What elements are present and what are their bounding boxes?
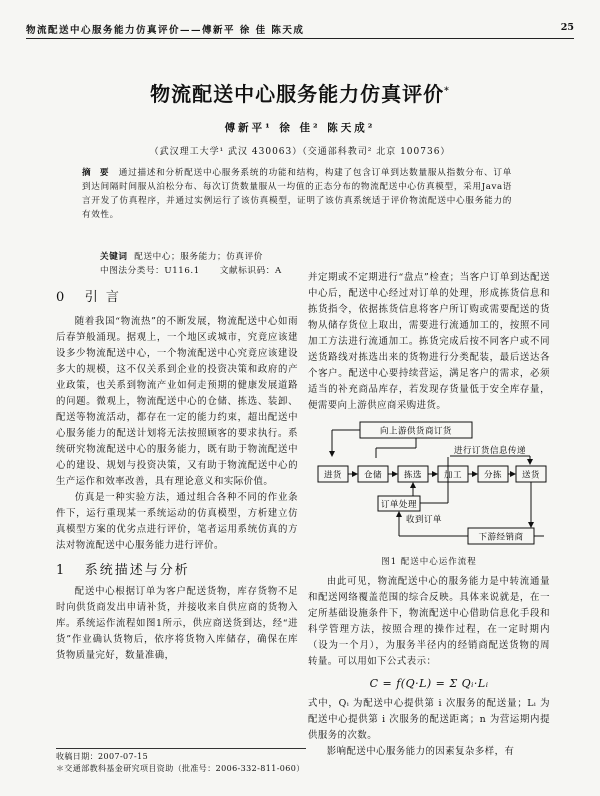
doc-code-label: 文献标识码： [219, 266, 275, 276]
keywords-block [100, 250, 282, 278]
section-0-title: 引 言 [84, 290, 121, 305]
analysis-paragraph: 由此可见，物流配送中心的服务能力是中转流通量和配送网络覆盖范围的综合反映。具体来说就是，在一定所基础设施条件下，物流配送中心借助信息化手段和科学管理方法，按照合理的操作过程，在一定时期内（设为一个月），为服务半径内的经销商配送货物的周转量。可以用如下公式表示： [308, 576, 550, 667]
intro-paragraph-1: 随着我国“物流热”的不断发展，物流配送中心如雨后春笋般涌现。据观上，一个地区或城市，究竟应该建设多少物流配送中心，一个物流配送中心究竟应该建设多大的规模，这不仅关系到企业的投资决策和政府的产业政策，也关系到物流产业如何走预期的健康发展道路的问题。微观上，物流配送中心的仓储、拣选、装卸、配送等物流活动，都存在一定的能力约束，超出配送中心服务能力的配送计划将无法按照顾客的要求执行。系统研究物流配送中心的服务能力，既有助于物流配送中心的建设、规划与投资决策，又有助于物流配送中心的生产运作和效率改善，具有理论意义和实际价值。 [56, 316, 298, 487]
affiliations: （武汉理工大学¹ 武汉 430063）（交通部科教司² 北京 100736） [149, 147, 451, 157]
continued-paragraph: 并定期或不定期进行“盘点”检查；当客户订单到达配送中心后，配送中心经过对订单的处理，形成拣货信息和拣货指令，依据拣货信息将客户所订购或需要配送的货物从储存货位上取出，需要进行流通加工的，按照不同加工方法进行流通加工。拣货完成后按不同客户或不同送货路线对拣选出来的货物进行分类配装，最后送达各个客户。配送中心要持续营运，满足客户的需求，必须适当的补充商品库存，若发现存货量低于安全库存量，便需要向上游供应商采购进货。 [308, 272, 550, 411]
section-1-heading [56, 558, 298, 584]
paper-title [0, 78, 600, 107]
abstract [82, 166, 512, 222]
figure-1-caption: 图1 配送中心运作流程 [381, 557, 477, 567]
author-list: 傅新平¹ 徐 佳² 陈天成² [224, 122, 376, 134]
figure-1-flowchart [308, 418, 550, 618]
flow-label-delivery: 送货 [521, 470, 541, 481]
right-column [308, 270, 550, 760]
clc-label: 中图法分类号： [100, 266, 165, 276]
abstract-label: 摘 要 [82, 168, 112, 178]
section-1-title: 系统描述与分析 [84, 563, 190, 578]
flow-label-processing: 加工 [443, 470, 463, 481]
factors-paragraph: 影响配送中心服务能力的因素复杂多样，有 [326, 746, 515, 757]
running-title: 物流配送中心服务能力仿真评价——傅新平 徐 佳 陈天成 [26, 25, 305, 36]
flow-label-picking: 拣选 [403, 470, 423, 481]
section-0-number: 0 [56, 290, 67, 305]
flow-label-downstream-dealer: 下游经销商 [478, 532, 524, 543]
flow-label-order-processing: 订单处理 [380, 500, 418, 510]
flowchart-svg [308, 418, 550, 618]
flow-label-info-stream: 进行订货信息传递 [454, 446, 527, 456]
abstract-text: 通过描述和分析配送中心服务系统的功能和结构，构建了包含订单到达数量服从指数分布、订单到达间隔时间服从泊松分布、每次订货数量服从一均值的正态分布的物流配送中心仿真模型，采用Java语言开发了仿真程序，并通过实例运行了该仿真模型，证明了该仿真系统适于评价物流配送中心服务能力的有效性。 [82, 168, 512, 220]
left-column [56, 286, 298, 664]
intro-paragraph-2: 仿真是一种实验方法，通过组合各种不同的作业条件下，运行重现某一系统运动的仿真模型，方析建立仿真模型方案的优劣点进行评价，笔者运用系统仿真的方法对物流配送中心服务能力进行评价。 [56, 492, 298, 551]
footnote [56, 748, 306, 775]
flow-label-storage: 仓储 [363, 470, 383, 481]
doc-code: A [274, 266, 282, 276]
formula-explanation: 式中，Qᵢ 为配送中心提供第 i 次服务的配送量；Lᵢ 为配送中心提供第 i 次服务的配送距离；n 为营运期内提供服务的次数。 [308, 698, 550, 741]
section-1-paragraph: 配送中心根据订单为客户配送货物，库存货物不足时向供货商发出申请补货，并接收来自供应商的货物入库。系统运作流程如图1所示，供应商送货到达，经“进货”作业确认货物后，依序将货物入库储存，确保在库货物质量完好，数量准确， [56, 586, 298, 661]
flow-label-sorting: 分拣 [483, 470, 503, 481]
running-header [26, 22, 574, 39]
footnote-fund: ＊交通部教科基金研究项目资助（批准号：2006-332-811-060） [56, 764, 305, 773]
flow-label-supplier-order: 向上游供货商订货 [379, 426, 453, 437]
page-number: 25 [560, 22, 574, 33]
title-text: 物流配送中心服务能力仿真评价 [150, 82, 445, 106]
footnote-received: 收稿日期：2007-07-15 [56, 752, 149, 761]
keywords-text: 配送中心；服务能力；仿真评价 [134, 252, 263, 262]
flow-label-order-received: 收到订单 [406, 515, 443, 525]
section-1-number: 1 [56, 563, 67, 578]
title-footnote-mark: * [444, 86, 450, 97]
flow-label-receiving: 进货 [323, 470, 343, 481]
clc-code: U116.1 [164, 266, 200, 276]
keywords-label: 关键词 [100, 252, 128, 262]
capacity-formula: C = f(Q·L) = Σ Qᵢ·Lᵢ [369, 677, 489, 690]
section-0-heading [56, 286, 298, 314]
